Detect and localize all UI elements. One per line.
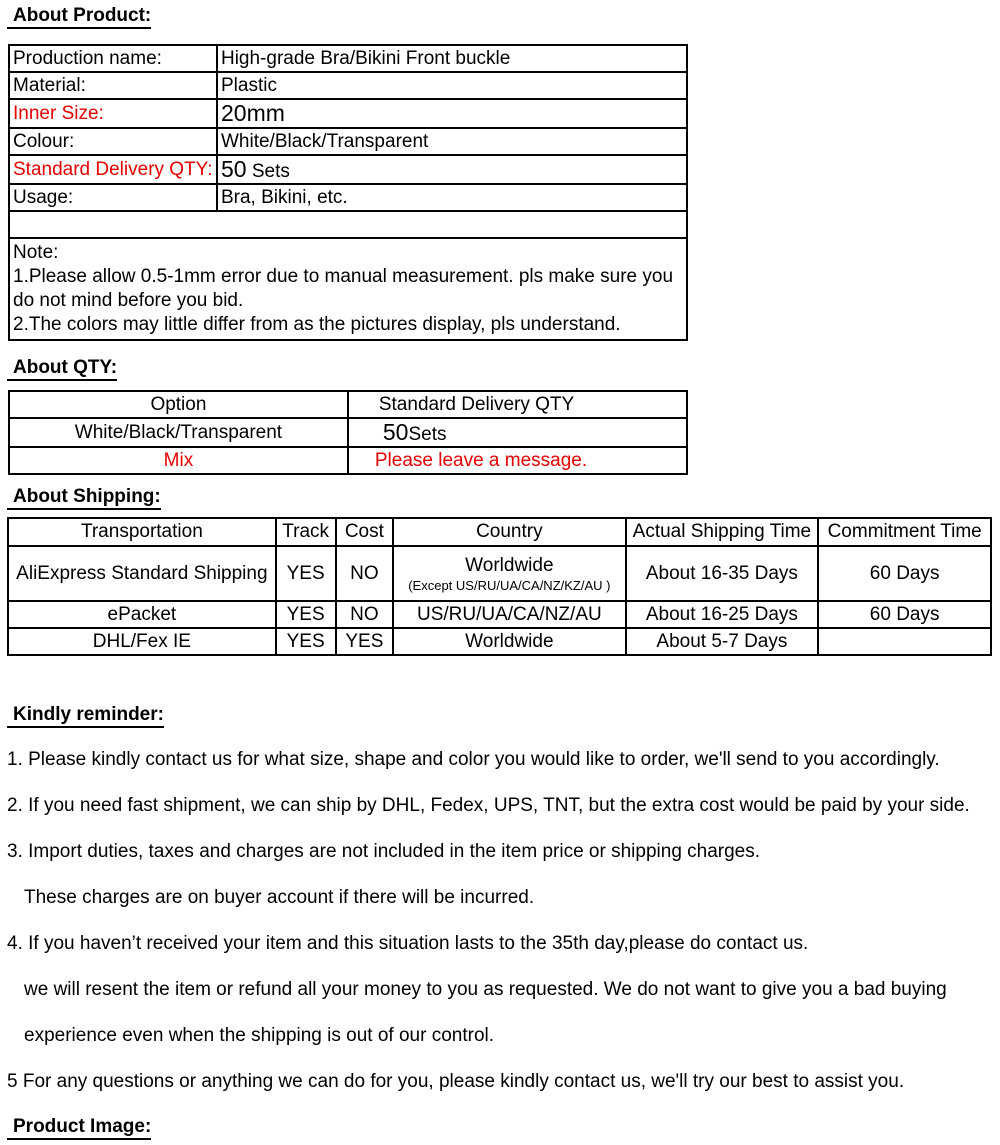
reminder-line: These charges are on buyer account if there will be incurred. [24,887,535,908]
country-name: Worldwide [465,555,554,576]
qty-table [8,390,688,475]
commit-cell [818,628,991,655]
table-row [9,45,687,72]
qty-option: White/Black/Transparent [9,418,348,447]
spec-label: Usage: [9,184,217,211]
reminder-line: experience even when the shipping is out of our control. [24,1025,495,1046]
table-row [9,184,687,211]
spec-value: 20mm [217,99,687,128]
reminder-line: 4. If you haven’t received your item and this situation lasts to the 35th day,please do contact us. [7,933,809,954]
spec-label: Production name: [9,45,217,72]
qty-value [348,418,687,447]
qty-header-option: Option [9,391,348,418]
reminder-line: 3. Import duties, taxes and charges are not included in the item price or shipping charges. [7,841,761,862]
track-cell: YES [276,628,336,655]
table-row [9,418,687,447]
transport-cell: ePacket [8,601,276,628]
cost-cell: NO [336,601,394,628]
country-cell: Worldwide [393,628,625,655]
track-cell: YES [276,546,336,601]
commit-cell: 60 Days [818,601,991,628]
kindly-reminder-heading: Kindly reminder: [13,704,164,728]
qty-option: Mix [9,447,348,474]
spec-label: Colour: [9,128,217,155]
product-image-heading: Product Image: [13,1116,151,1140]
cost-cell: NO [336,546,394,601]
table-row [9,391,687,418]
product-spec-table [8,44,688,341]
reminder-line: we will resent the item or refund all your money to you as requested. We do not want to give you a bad buying [24,979,947,1000]
note-title: Note: [13,242,59,263]
country-cell [393,546,625,601]
cost-cell: YES [336,628,394,655]
note-line: 1.Please allow 0.5-1mm error due to manual measurement. pls make sure you [13,266,674,287]
qty-unit: Sets [251,161,290,182]
table-row [9,155,687,184]
header-transportation: Transportation [8,518,276,546]
time-cell: About 16-35 Days [626,546,819,601]
qty-header-delivery: Standard Delivery QTY [348,391,687,418]
spec-label: Standard Delivery QTY: [9,155,217,184]
commit-cell: 60 Days [818,546,991,601]
empty-cell [9,211,687,238]
header-country: Country [393,518,625,546]
table-row [9,99,687,128]
time-cell: About 5-7 Days [626,628,819,655]
note-line: do not mind before you bid. [13,290,244,311]
table-row [8,546,991,601]
qty-number: 50 [220,156,247,182]
transport-cell: DHL/Fex IE [8,628,276,655]
transport-cell: AliExpress Standard Shipping [8,546,276,601]
spec-value: White/Black/Transparent [217,128,687,155]
about-shipping-heading: About Shipping: [13,486,161,510]
note-cell [9,238,687,340]
spec-value: Plastic [217,72,687,99]
spec-value: Bra, Bikini, etc. [217,184,687,211]
table-row [8,628,991,655]
table-row [8,601,991,628]
header-commitment-time: Commitment Time [818,518,991,546]
note-line: 2.The colors may little differ from as the pictures display, pls understand. [13,314,621,335]
spec-label: Material: [9,72,217,99]
reminder-line: 1. Please kindly contact us for what size, shape and color you would like to order, we'll send to you accordingly. [7,749,940,770]
country-note: (Except US/RU/UA/CA/NZ/KZ/AU ) [408,578,611,593]
about-qty-heading: About QTY: [13,357,117,381]
table-row [9,72,687,99]
header-track: Track [276,518,336,546]
table-row [8,518,991,546]
note-row [9,238,687,340]
spec-label: Inner Size: [9,99,217,128]
table-row [9,128,687,155]
header-actual-time: Actual Shipping Time [626,518,819,546]
header-cost: Cost [336,518,394,546]
qty-unit: Sets [408,424,447,445]
about-product-heading: About Product: [13,5,151,29]
reminder-line: 2. If you need fast shipment, we can ship by DHL, Fedex, UPS, TNT, but the extra cost would be paid by your side. [7,795,970,816]
spec-value [217,155,687,184]
reminder-line: 5 For any questions or anything we can do for you, please kindly contact us, we'll try our best to assist you. [7,1071,905,1092]
country-cell: US/RU/UA/CA/NZ/AU [393,601,625,628]
spec-value: High-grade Bra/Bikini Front buckle [217,45,687,72]
qty-number: 50 [382,419,409,445]
qty-value: Please leave a message. [348,447,687,474]
track-cell: YES [276,601,336,628]
time-cell: About 16-25 Days [626,601,819,628]
table-row [9,447,687,474]
table-row-empty [9,211,687,238]
shipping-table [7,517,992,656]
